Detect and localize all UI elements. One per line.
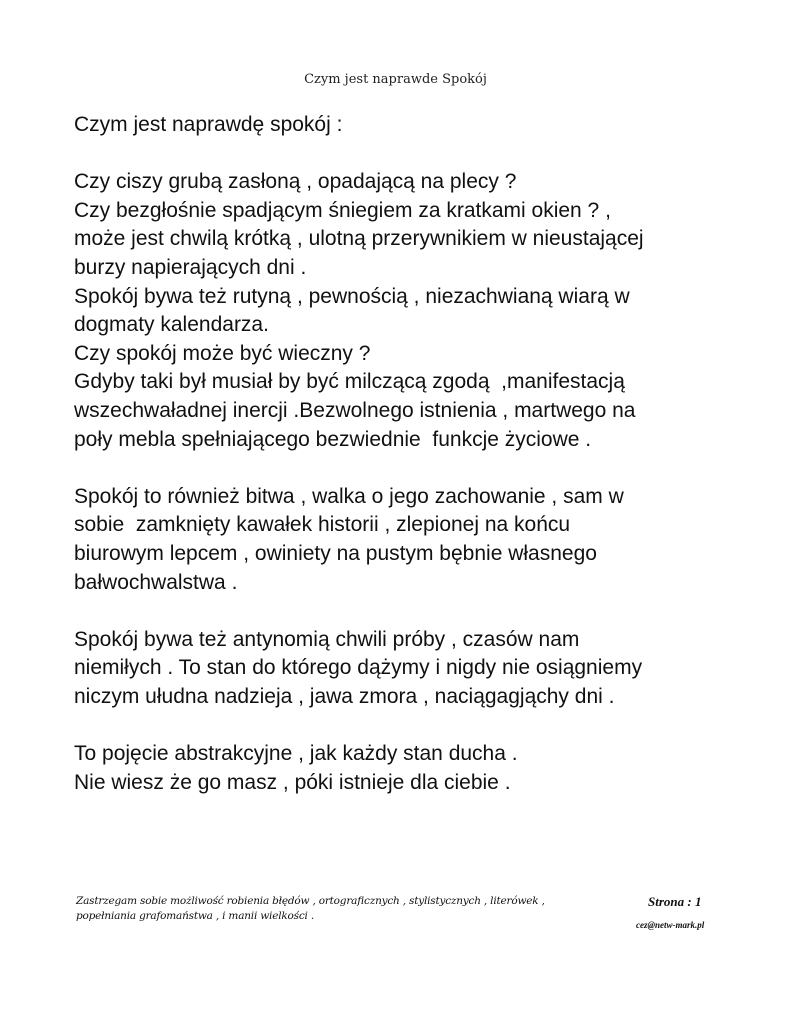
disclaimer-line: Zastrzegam sobie możliwość robienia błędów , ortograficznych , stylistycznych , literówek , xyxy=(76,895,545,907)
text-line: dogmaty kalendarza. xyxy=(74,313,269,337)
text-line: Gdyby taki był musiał by być milczącą zgodą ,manifestacją xyxy=(74,370,625,394)
text-line: niemiłych . To stan do którego dążymy i nigdy nie osiągniemy xyxy=(74,656,643,680)
text-line: sobie zamknięty kawałek historii , zlepionej na końcu xyxy=(74,513,571,537)
text-line: burzy napierających dni . xyxy=(74,255,307,279)
spacer xyxy=(74,711,754,740)
text-line: Czy bezgłośnie spadjącym śniegiem za kratkami okien ? , xyxy=(74,198,611,222)
text-line: Spokój bywa też rutyną , pewnością , niezachwianą wiarą w xyxy=(74,284,630,308)
text-line: To pojęcie abstrakcyjne , jak każdy stan ducha . xyxy=(74,742,518,766)
text-line: Spokój to również bitwa , walka o jego zachowanie , sam w xyxy=(74,484,624,508)
page-number: Strona : 1 xyxy=(648,894,702,909)
document-body xyxy=(74,111,754,797)
footer-email: cez@netw-mark.pl xyxy=(636,920,705,930)
text-line: niczym ułudna nadzieja , jawa zmora , naciągagjąchy dni . xyxy=(74,684,615,708)
document-title: Czym jest naprawdę spokój : xyxy=(74,113,343,136)
footer-disclaimer xyxy=(76,894,596,924)
spacer xyxy=(74,140,754,169)
running-header: Czym jest naprawde Spokój xyxy=(304,72,487,87)
spacer xyxy=(74,454,754,483)
text-line: Nie wiesz że go masz , póki istnieje dla ciebie . xyxy=(74,770,511,794)
text-line: wszechwaładnej inercji .Bezwolnego istnienia , martwego na xyxy=(74,398,636,422)
text-line: Spokój bywa też antynomią chwili próby , czasów nam xyxy=(74,627,580,651)
text-line: może jest chwilą krótką , ulotną przerywnikiem w nieustającej xyxy=(74,227,644,251)
disclaimer-line: popełniania grafomaństwa , i manii wielkości . xyxy=(76,910,314,922)
text-line: Czy ciszy grubą zasłoną , opadającą na plecy ? xyxy=(74,170,517,194)
text-line: Czy spokój może być wieczny ? xyxy=(74,341,371,365)
text-line: poły mebla spełniającego bezwiednie funkcje życiowe . xyxy=(74,427,592,451)
spacer xyxy=(74,597,754,626)
text-line: biurowym lepcem , owiniety na pustym bębnie własnego xyxy=(74,541,597,565)
text-line: bałwochwalstwa . xyxy=(74,570,238,594)
